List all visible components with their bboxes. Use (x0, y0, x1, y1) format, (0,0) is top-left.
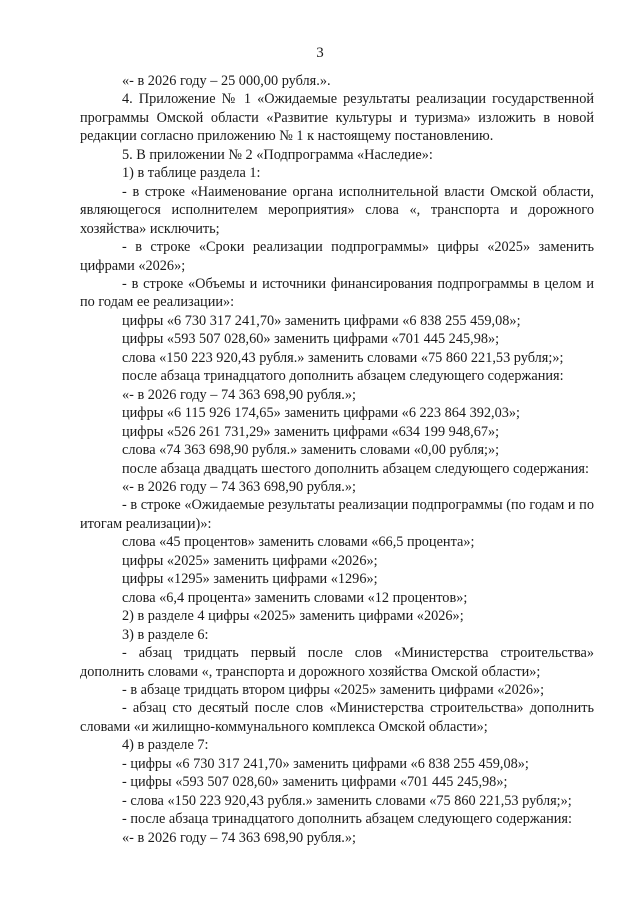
paragraph: - слова «150 223 920,43 рубля.» заменить словами «75 860 221,53 рубля;»; (122, 792, 572, 809)
paragraph: - в строке «Объемы и источники финансирования подпрограммы в целом и по годам ее реализации»: (80, 275, 594, 311)
paragraph: «- в 2026 году – 74 363 698,90 рубля.»; (122, 829, 356, 846)
paragraph: - в абзаце тридцать втором цифры «2025» заменить цифрами «2026»; (122, 681, 545, 698)
paragraph: «- в 2026 году – 74 363 698,90 рубля.»; (122, 478, 356, 495)
paragraph: - после абзаца тринадцатого дополнить абзацем следующего содержания: (122, 811, 572, 828)
paragraph: 3) в разделе 6: (122, 626, 209, 643)
paragraph: цифры «6 730 317 241,70» заменить цифрами «6 838 255 459,08»; (122, 312, 521, 329)
page-number: 3 (316, 45, 324, 61)
paragraph: - цифры «6 730 317 241,70» заменить цифрами «6 838 255 459,08»; (122, 755, 529, 772)
paragraph: 1) в таблице раздела 1: (122, 165, 261, 182)
paragraph: после абзаца двадцать шестого дополнить абзацем следующего содержания: (122, 460, 589, 477)
paragraph: цифры «6 115 926 174,65» заменить цифрами «6 223 864 392,03»; (122, 405, 521, 422)
paragraph: - абзац сто десятый после слов «Министерства строительства» дополнить словами «и жилищно-коммунального комплекса Омской области»; (80, 700, 594, 735)
paragraph: после абзаца тринадцатого дополнить абзацем следующего содержания: (122, 368, 564, 385)
paragraph: цифры «593 507 028,60» заменить цифрами «701 445 245,98»; (122, 331, 500, 348)
paragraph: цифры «526 261 731,29» заменить цифрами «634 199 948,67»; (122, 423, 500, 440)
paragraph: слова «150 223 920,43 рубля.» заменить словами «75 860 221,53 рубля;»; (122, 349, 564, 366)
paragraph: «- в 2026 году – 25 000,00 рубля.». (122, 73, 331, 89)
paragraph: цифры «2025» заменить цифрами «2026»; (122, 552, 378, 569)
paragraph: слова «74 363 698,90 рубля.» заменить словами «0,00 рубля;»; (122, 442, 500, 459)
paragraph: - в строке «Ожидаемые результаты реализации подпрограммы (по годам и по итогам реализации)»: (80, 497, 594, 532)
document-body (80, 72, 594, 847)
paragraph: «- в 2026 году – 74 363 698,90 рубля.»; (122, 386, 356, 403)
paragraph: 2) в разделе 4 цифры «2025» заменить цифрами «2026»; (122, 608, 464, 625)
paragraph: 5. В приложении № 2 «Подпрограмма «Наследие»: (122, 146, 433, 163)
paragraph: - в строке «Наименование органа исполнительной власти Омской области, являющегося исполнителем мероприятия» слова «, транспорта и дорожного хозяйства» исключить; (80, 183, 594, 237)
paragraph: 4) в разделе 7: (122, 737, 209, 754)
paragraph: - цифры «593 507 028,60» заменить цифрами «701 445 245,98»; (122, 774, 508, 791)
paragraph: - в строке «Сроки реализации подпрограммы» цифры «2025» заменить цифрами «2026»; (80, 239, 594, 274)
paragraph: цифры «1295» заменить цифрами «1296»; (122, 571, 378, 588)
paragraph: 4. Приложение № 1 «Ожидаемые результаты реализации государственной программы Омской области «Развитие культуры и туризма» изложить в новой редакции согласно приложению № 1 к настоящему постановлению. (80, 91, 594, 145)
paragraph: слова «45 процентов» заменить словами «66,5 процента»; (122, 534, 475, 551)
paragraph: - абзац тридцать первый после слов «Министерства строительства» дополнить словами «, транспорта и дорожного хозяйства Омской области»; (80, 645, 594, 680)
paragraph: слова «6,4 процента» заменить словами «12 процентов»; (122, 589, 468, 606)
